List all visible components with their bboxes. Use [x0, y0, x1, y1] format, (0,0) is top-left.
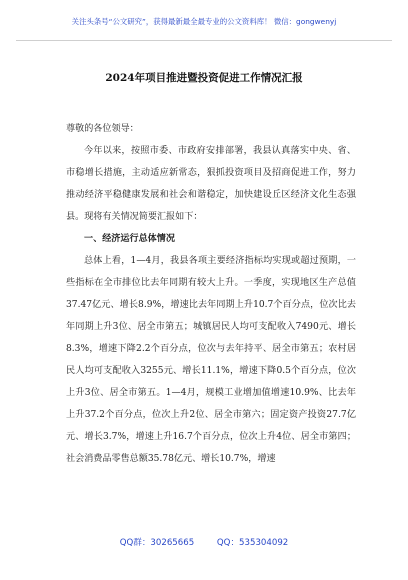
- footer-contact: [0, 536, 408, 548]
- section-heading: 一、经济运行总体情况: [84, 233, 175, 244]
- header-divider: [16, 40, 392, 41]
- section-paragraph: 总体上看，1—4月，我县各项主要经济指标均实现或超过预期，一些指标在全市排位比去年同期有较大上升。一季度，实现地区生产总值37.47亿元、增长8.9%，增速比去年同期上升10.7个百分点，位次比去年同期上升3位、居全市第五；城镇居民人均可支配收入7490元、增长8.3%，增速下降2.2个百分点，位次与去年持平、居全市第五；农村居民人均可支配收入3255元、增长11.1%，增速下降0.5个百分点，位次上升3位、居全市第五。1—4月，规模工业增加值增速10.9%、比去年上升37.2个百分点，位次上升2位、居全市第六；固定资产投资27.7亿元、增长3.7%，增速上升16.7个百分点，位次上升4位、居全市第四；社会消费品零售总额35.78亿元、增长10.7%，增速: [66, 256, 356, 464]
- intro-paragraph: 今年以来，按照市委、市政府安排部署，我县认真落实中央、省、市稳增长措施，主动适应新常态，狠抓投资项目及招商促进工作，努力推动经济平稳健康发展和社会和谐稳定，加快建设丘区经济文化生态强县。现将有关情况简要汇报如下：: [66, 146, 356, 222]
- salutation: 尊敬的各位领导：: [66, 124, 139, 134]
- header-banner: 关注头条号“公文研究”，获得最新最全最专业的公文资料库！ 微信：gongwenyj: [71, 17, 337, 26]
- qq-number: QQ：535304092: [216, 538, 289, 548]
- document-title: 2024年项目推进暨投资促进工作情况汇报: [105, 72, 303, 84]
- document-body: [66, 118, 356, 470]
- qq-group-number: QQ群：30265665: [119, 538, 195, 548]
